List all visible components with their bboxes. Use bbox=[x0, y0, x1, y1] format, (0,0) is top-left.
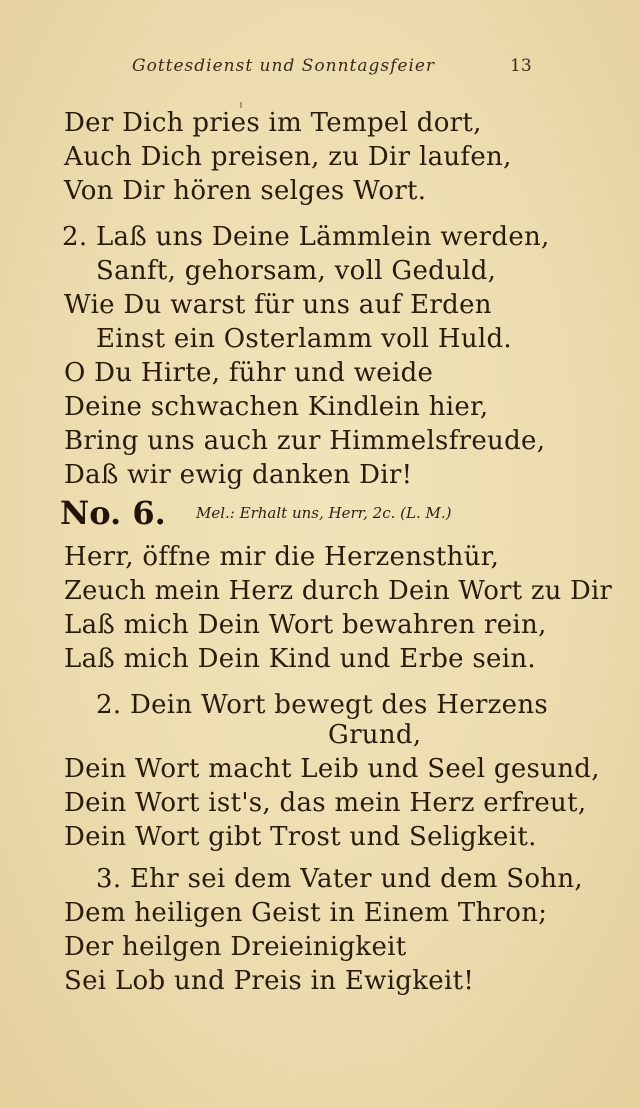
stanza-line: 2. Laß uns Deine Lämmlein werden, bbox=[62, 222, 550, 252]
stanza-line: Sei Lob und Preis in Ewigkeit! bbox=[64, 966, 475, 996]
stanza-line: Bring uns auch zur Himmelsfreude, bbox=[64, 426, 546, 456]
stanza-line: Laß mich Dein Wort bewahren rein, bbox=[64, 610, 547, 640]
stanza-line: Sanft, gehorsam, voll Geduld, bbox=[96, 256, 497, 286]
stanza-line: Dein Wort gibt Trost und Seligkeit. bbox=[64, 822, 537, 852]
stanza-line: Dein Wort ist's, das mein Herz erfreut, bbox=[64, 788, 587, 818]
stanza-line: Dem heiligen Geist in Einem Thron; bbox=[64, 898, 548, 928]
stanza-line: Laß mich Dein Kind und Erbe sein. bbox=[64, 644, 536, 674]
stanza-line: Wie Du warst für uns auf Erden bbox=[64, 290, 492, 320]
stanza-line: 2. Dein Wort bewegt des Herzens bbox=[96, 690, 549, 720]
hymn-melody: Mel.: Erhalt uns, Herr, 2c. (L. M.) bbox=[196, 504, 452, 522]
running-title: Gottesdienst und Sonntagsfeier bbox=[132, 56, 436, 76]
stanza-line: 3. Ehr sei dem Vater und dem Sohn, bbox=[96, 864, 583, 894]
stanza-line: Auch Dich preisen, zu Dir laufen, bbox=[64, 142, 512, 172]
hymn-number: No. 6. bbox=[60, 494, 166, 532]
stanza-line: Der Dich pries im Tempel dort, bbox=[64, 108, 482, 138]
stanza-line: Herr, öffne mir die Herzensthür, bbox=[64, 542, 500, 572]
stanza-line: Zeuch mein Herz durch Dein Wort zu Dir bbox=[64, 576, 613, 606]
running-header bbox=[0, 56, 640, 82]
stanza-line: Von Dir hören selges Wort. bbox=[64, 176, 427, 206]
page-number: 13 bbox=[510, 56, 532, 76]
stanza-line: O Du Hirte, führ und weide bbox=[64, 358, 434, 388]
stanza-line: Der heilgen Dreieinigkeit bbox=[64, 932, 407, 962]
stanza-line: Einst ein Osterlamm voll Huld. bbox=[96, 324, 512, 354]
stanza-line: Grund, bbox=[328, 720, 422, 750]
stanza-line: Deine schwachen Kindlein hier, bbox=[64, 392, 489, 422]
stanza-line: Dein Wort macht Leib und Seel gesund, bbox=[64, 754, 600, 784]
hymn-heading bbox=[60, 494, 580, 534]
stanza-line: Daß wir ewig danken Dir! bbox=[64, 460, 413, 490]
